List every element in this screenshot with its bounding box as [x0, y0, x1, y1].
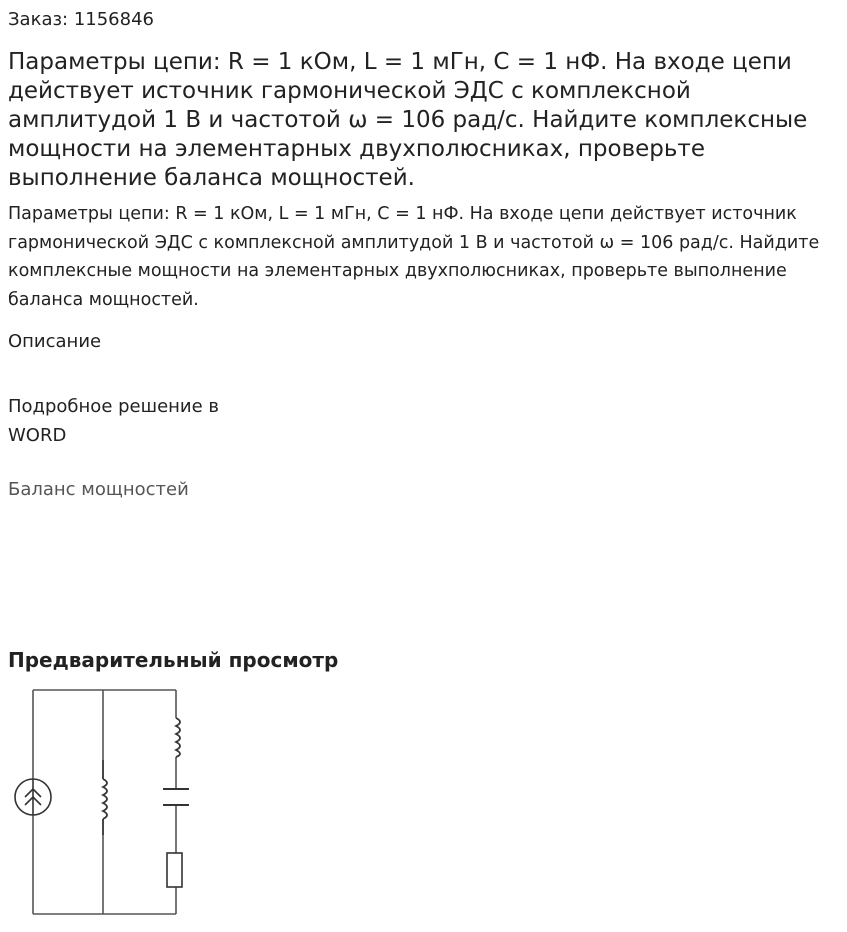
page-title: Параметры цепи: R = 1 кОм, L = 1 мГн, С = 1 нФ. На входе цепи действует источник гармонической ЭДС с комплексной амплитудой 1 В и частотой ω = 106 рад/с. Найдите комплексные мощности на элементарных двухполюсниках, проверьте выполнение баланса мощностей.: [8, 49, 808, 191]
description-heading: Описание: [8, 331, 102, 352]
inductor-icon: [103, 760, 107, 835]
circuit-diagram-image: [10, 685, 200, 925]
capacitor-icon: [163, 789, 189, 805]
solution-note: Подробное решение в WORD: [8, 396, 220, 446]
tag-link-power-balance[interactable]: Баланс мощностей: [8, 479, 189, 500]
task-text: Параметры цепи: R = 1 кОм, L = 1 мГн, С = 1 нФ. На входе цепи действует источник гармонической ЭДС с комплексной амплитудой 1 В и частотой ω = 106 рад/с. Найдите комплексные мощности на элементарных двухполюсниках, проверьте выполнение баланса мощностей.: [8, 204, 820, 310]
inductor-icon: [176, 718, 180, 757]
resistor-icon: [167, 853, 182, 887]
preview-heading: Предварительный просмотр: [8, 648, 339, 672]
order-number: Заказ: 1156846: [8, 9, 154, 30]
voltage-source-icon: [15, 779, 51, 815]
